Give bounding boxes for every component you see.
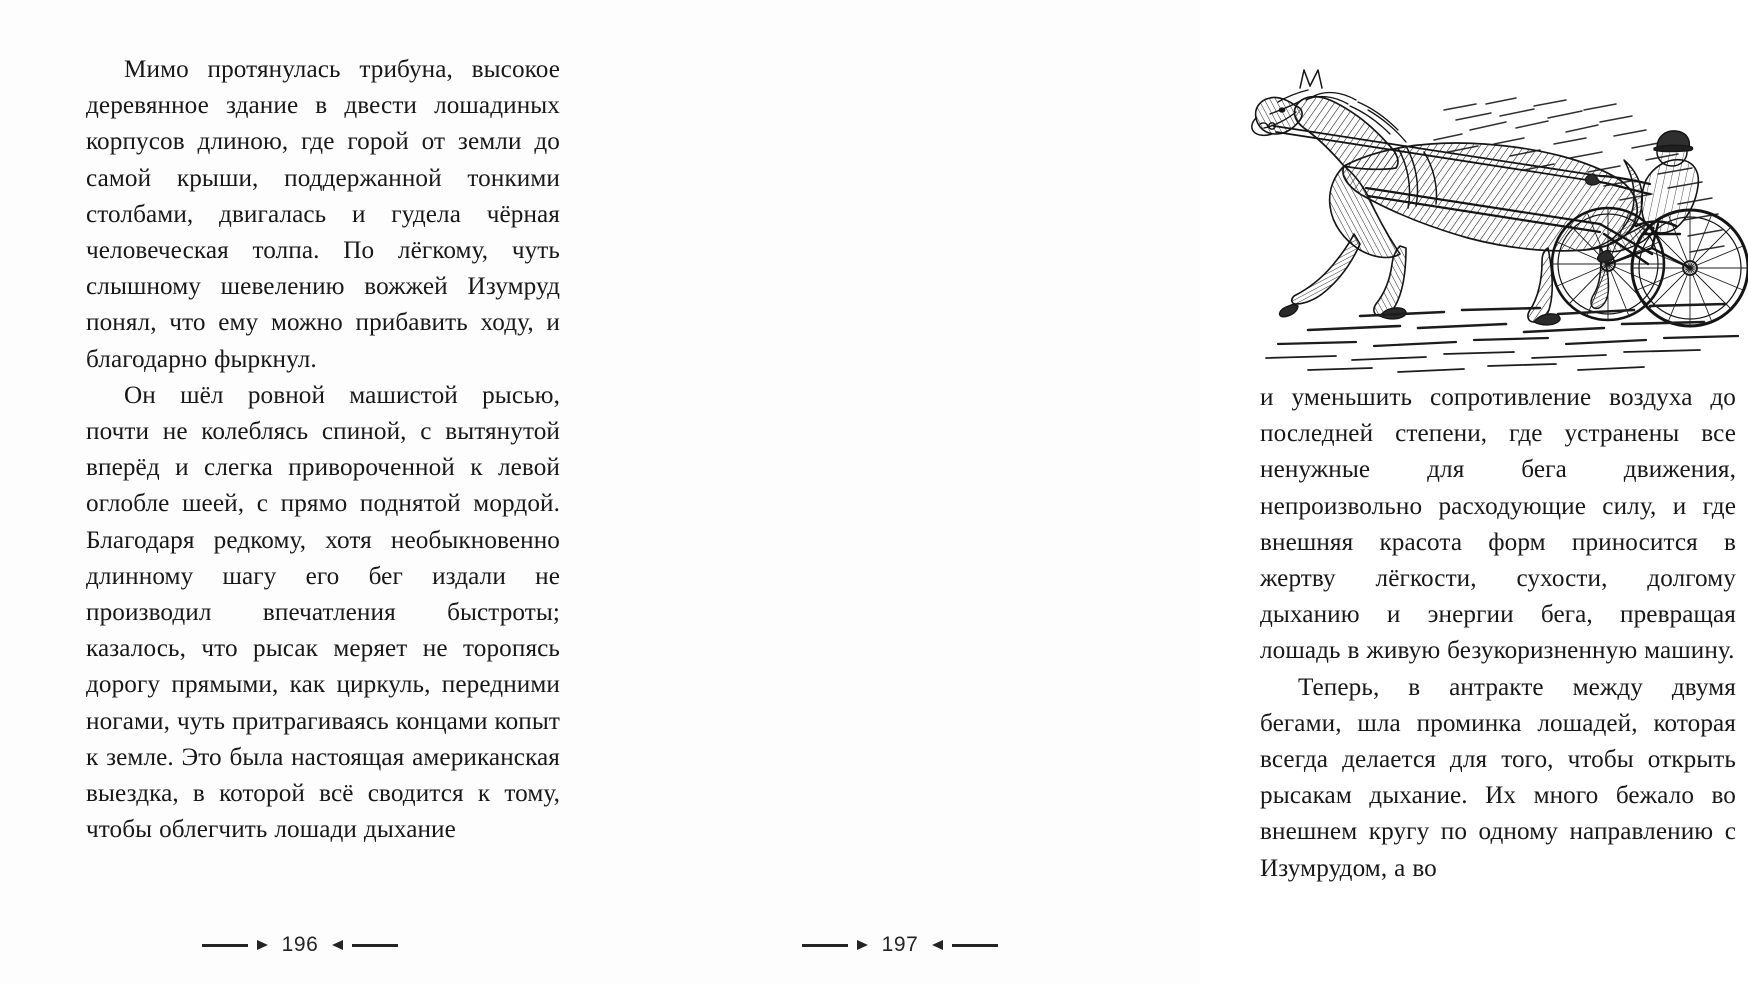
folio-left xyxy=(0,933,600,957)
folio-dart-right-icon xyxy=(257,940,268,950)
folio-dart-left-icon xyxy=(932,940,943,950)
trotting-horse-illustration xyxy=(1248,48,1748,368)
folio-rule-right xyxy=(952,944,998,947)
paragraph: Он шёл ровной машистой рысью, почти не колеблясь спиной, с вытянутой вперёд и слегка привороченной к левой оглобле шеей, с прямо поднятой мордой. Благодаря редкому, хотя необыкновенно длинному шагу его бег издали не производил впечатления быстроты; казалось, что рысак меряет не торопясь дорогу прямыми, как циркуль, передними ногами, чуть притрагиваясь концами копыт к земле. Это была настоящая американская выездка, в которой всё сводится к тому, чтобы облегчить лошади дыхание xyxy=(86,381,560,844)
page-left xyxy=(0,0,600,985)
page-right xyxy=(600,0,1736,985)
left-column-text xyxy=(86,52,560,848)
page-number: 196 xyxy=(281,933,319,956)
horse-neck xyxy=(1294,97,1398,170)
right-column-text xyxy=(1260,380,1736,887)
page-number: 197 xyxy=(881,933,919,956)
folio-rule-left xyxy=(802,944,848,947)
horse-sulky-engraving-svg xyxy=(1248,48,1748,368)
folio-right xyxy=(600,933,1200,957)
folio-rule-left xyxy=(202,944,248,947)
paragraph: и уменьшить сопротивление воздуха до последней степени, где устранены все ненужные для бега движения, непроизвольно расходующие силу, и где внешняя красота форм приносится в жертву лёгкости, сухости, долгому дыханию и энергии бега, превращая лошадь в живую безукоризненную машину. xyxy=(1260,384,1736,665)
folio-dart-right-icon xyxy=(857,940,868,950)
folio-dart-left-icon xyxy=(332,940,343,950)
paragraph: Теперь, в антракте между двумя бегами, шла проминка лошадей, которая всегда делается для того, чтобы открыть рысакам дыхание. Их много бежало во внешнем кругу по одному направлению с Изумрудом, а во xyxy=(1260,673,1736,882)
folio-rule-right xyxy=(352,944,398,947)
paragraph: Мимо протянулась трибуна, высокое деревянное здание в двести лошадиных корпусов длиною, где горой от земли до самой крыши, поддержанной тонкими столбами, двигалась и гудела чёрная человеческая толпа. По лёгкому, чуть слышному шевелению вожжей Изумруд понял, что ему можно прибавить ходу, и благодарно фыркнул. xyxy=(86,56,560,373)
